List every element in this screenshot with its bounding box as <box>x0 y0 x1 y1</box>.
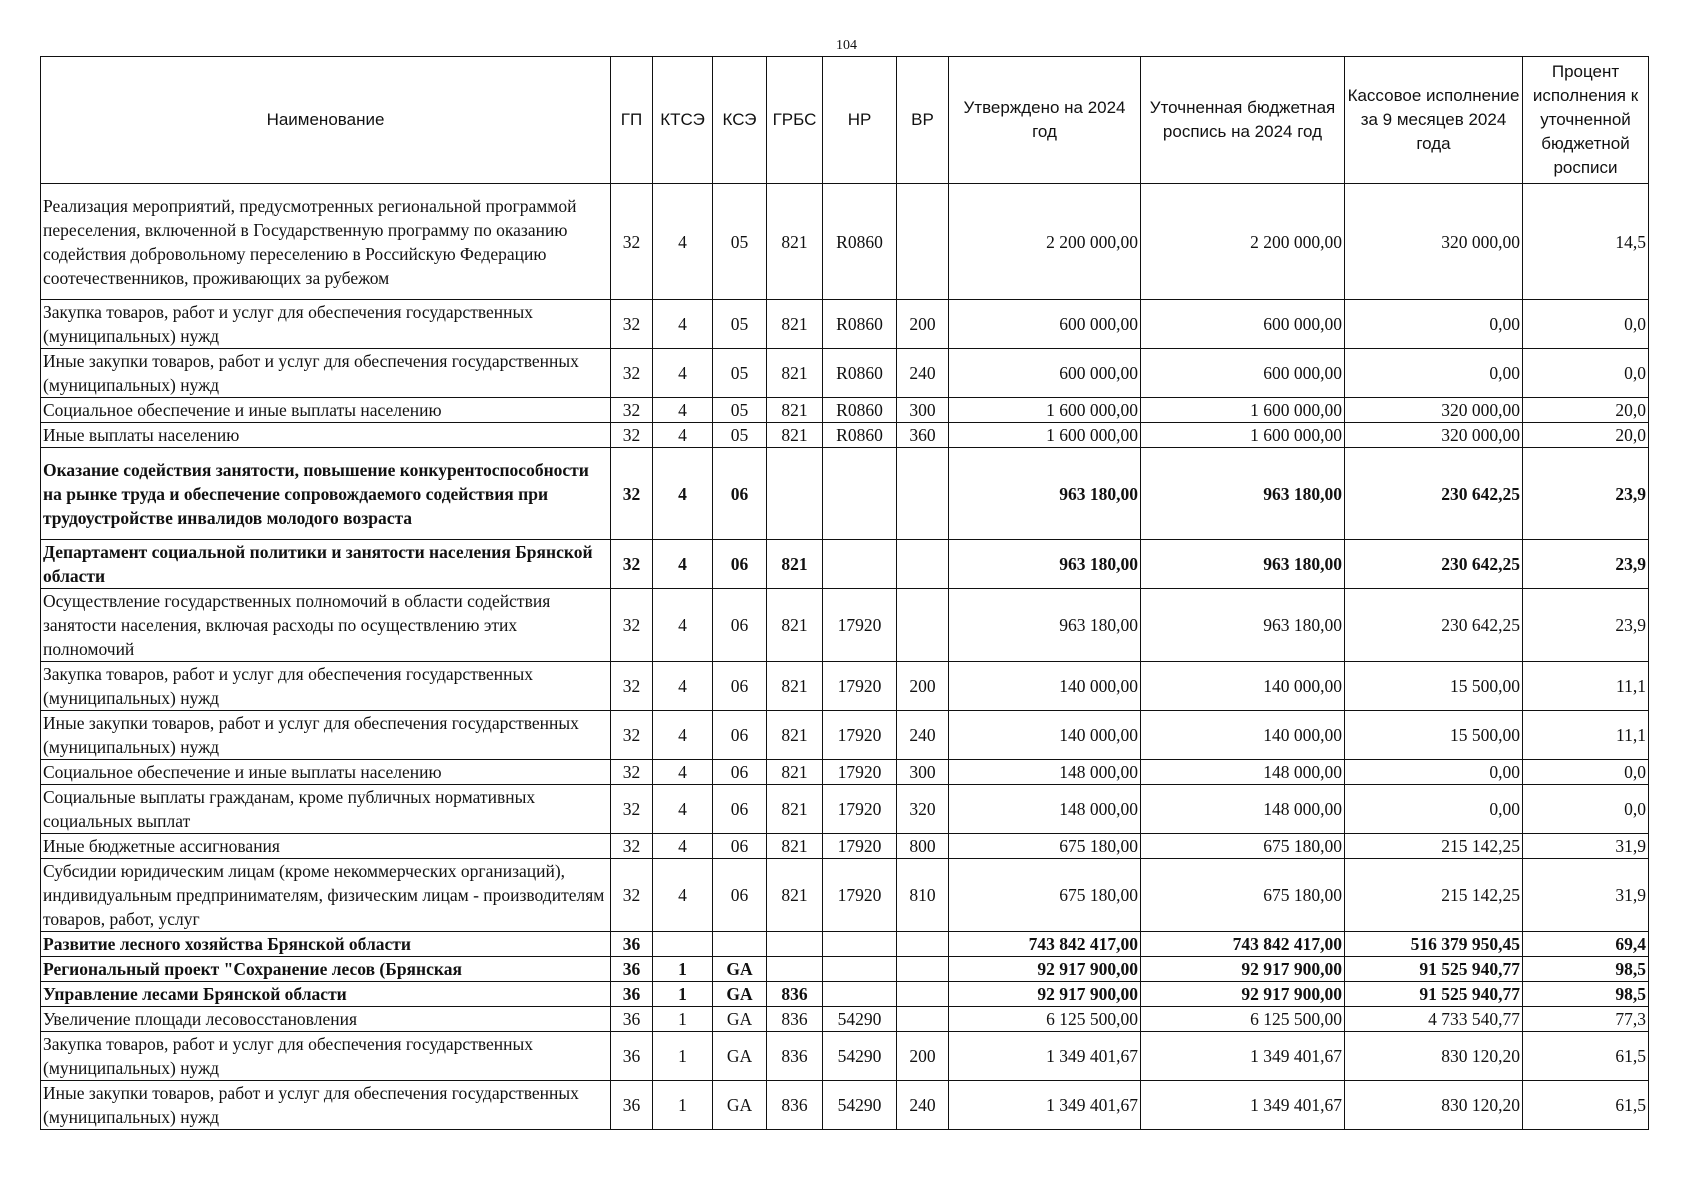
cell-executed: 91 525 940,77 <box>1345 982 1523 1007</box>
cell-nr <box>823 932 897 957</box>
cell-refined: 963 180,00 <box>1141 540 1345 589</box>
cell-ktse: 4 <box>653 448 713 540</box>
cell-approved: 92 917 900,00 <box>949 982 1141 1007</box>
cell-vr: 300 <box>897 760 949 785</box>
table-row <box>41 662 1649 711</box>
cell-gp: 32 <box>611 448 653 540</box>
cell-name: Закупка товаров, работ и услуг для обеспечения государственных (муниципальных) нужд <box>41 1032 611 1081</box>
cell-name: Осуществление государственных полномочий в области содействия занятости населения, включая расходы по осуществлению этих полномочий <box>41 589 611 662</box>
cell-refined: 148 000,00 <box>1141 785 1345 834</box>
cell-executed: 215 142,25 <box>1345 834 1523 859</box>
cell-gp: 32 <box>611 662 653 711</box>
table-row <box>41 859 1649 932</box>
cell-approved: 675 180,00 <box>949 834 1141 859</box>
cell-executed: 230 642,25 <box>1345 448 1523 540</box>
cell-vr <box>897 589 949 662</box>
cell-vr: 240 <box>897 711 949 760</box>
cell-ktse: 1 <box>653 957 713 982</box>
cell-approved: 600 000,00 <box>949 300 1141 349</box>
cell-approved: 148 000,00 <box>949 760 1141 785</box>
cell-vr <box>897 540 949 589</box>
cell-refined: 1 349 401,67 <box>1141 1032 1345 1081</box>
cell-ktse: 4 <box>653 300 713 349</box>
cell-percent: 23,9 <box>1523 540 1649 589</box>
cell-vr: 320 <box>897 785 949 834</box>
cell-gp: 32 <box>611 859 653 932</box>
cell-nr: 17920 <box>823 589 897 662</box>
cell-nr <box>823 540 897 589</box>
cell-kse: GA <box>713 1007 767 1032</box>
cell-name: Управление лесами Брянской области <box>41 982 611 1007</box>
cell-name: Социальное обеспечение и иные выплаты населению <box>41 760 611 785</box>
cell-refined: 140 000,00 <box>1141 662 1345 711</box>
cell-kse: 06 <box>713 448 767 540</box>
cell-kse: GA <box>713 957 767 982</box>
cell-ktse: 4 <box>653 184 713 300</box>
table-body <box>41 184 1649 1130</box>
cell-kse: 05 <box>713 398 767 423</box>
cell-ktse: 4 <box>653 398 713 423</box>
table-row <box>41 760 1649 785</box>
cell-kse: 05 <box>713 349 767 398</box>
column-header-kse: КСЭ <box>713 57 767 184</box>
table-row <box>41 589 1649 662</box>
cell-percent: 61,5 <box>1523 1032 1649 1081</box>
cell-ktse: 1 <box>653 1032 713 1081</box>
cell-ktse <box>653 932 713 957</box>
table-row <box>41 300 1649 349</box>
cell-refined: 1 600 000,00 <box>1141 398 1345 423</box>
cell-percent: 61,5 <box>1523 1081 1649 1130</box>
cell-name: Субсидии юридическим лицам (кроме некоммерческих организаций), индивидуальным предпринимателям, физическим лицам - производителям товаров, работ, услуг <box>41 859 611 932</box>
cell-name: Иные бюджетные ассигнования <box>41 834 611 859</box>
cell-executed: 320 000,00 <box>1345 423 1523 448</box>
cell-nr: 54290 <box>823 1081 897 1130</box>
cell-nr: 17920 <box>823 834 897 859</box>
cell-approved: 1 600 000,00 <box>949 423 1141 448</box>
cell-name: Иные закупки товаров, работ и услуг для обеспечения государственных (муниципальных) нужд <box>41 1081 611 1130</box>
cell-vr: 810 <box>897 859 949 932</box>
cell-approved: 2 200 000,00 <box>949 184 1141 300</box>
cell-ktse: 4 <box>653 423 713 448</box>
cell-kse: 05 <box>713 184 767 300</box>
cell-vr <box>897 1007 949 1032</box>
cell-nr <box>823 448 897 540</box>
cell-name: Региональный проект "Сохранение лесов (Брянская <box>41 957 611 982</box>
cell-grbs: 836 <box>767 1032 823 1081</box>
cell-gp: 36 <box>611 932 653 957</box>
cell-nr: 17920 <box>823 760 897 785</box>
cell-percent: 20,0 <box>1523 423 1649 448</box>
table-row <box>41 982 1649 1007</box>
table-row <box>41 184 1649 300</box>
column-header-percent: Процент исполнения к уточненной бюджетной росписи <box>1523 57 1649 184</box>
cell-refined: 743 842 417,00 <box>1141 932 1345 957</box>
cell-approved: 1 600 000,00 <box>949 398 1141 423</box>
cell-kse: 06 <box>713 785 767 834</box>
cell-executed: 0,00 <box>1345 760 1523 785</box>
cell-kse: 06 <box>713 662 767 711</box>
cell-name: Социальные выплаты гражданам, кроме публичных нормативных социальных выплат <box>41 785 611 834</box>
cell-grbs: 821 <box>767 300 823 349</box>
cell-percent: 0,0 <box>1523 760 1649 785</box>
cell-executed: 0,00 <box>1345 785 1523 834</box>
cell-percent: 23,9 <box>1523 448 1649 540</box>
cell-executed: 320 000,00 <box>1345 398 1523 423</box>
cell-refined: 140 000,00 <box>1141 711 1345 760</box>
cell-vr <box>897 932 949 957</box>
cell-gp: 32 <box>611 398 653 423</box>
cell-percent: 77,3 <box>1523 1007 1649 1032</box>
cell-gp: 36 <box>611 1032 653 1081</box>
cell-approved: 963 180,00 <box>949 448 1141 540</box>
column-header-executed: Кассовое исполнение за 9 месяцев 2024 года <box>1345 57 1523 184</box>
cell-ktse: 1 <box>653 1007 713 1032</box>
cell-executed: 830 120,20 <box>1345 1032 1523 1081</box>
table-row <box>41 957 1649 982</box>
cell-kse: 06 <box>713 540 767 589</box>
cell-ktse: 1 <box>653 1081 713 1130</box>
cell-name: Иные закупки товаров, работ и услуг для обеспечения государственных (муниципальных) нужд <box>41 349 611 398</box>
cell-nr: 54290 <box>823 1007 897 1032</box>
cell-percent: 11,1 <box>1523 662 1649 711</box>
cell-kse: 06 <box>713 760 767 785</box>
cell-gp: 36 <box>611 982 653 1007</box>
cell-grbs: 836 <box>767 1007 823 1032</box>
cell-refined: 148 000,00 <box>1141 760 1345 785</box>
table-row <box>41 932 1649 957</box>
cell-name: Развитие лесного хозяйства Брянской области <box>41 932 611 957</box>
cell-gp: 36 <box>611 1007 653 1032</box>
cell-approved: 963 180,00 <box>949 540 1141 589</box>
cell-grbs <box>767 448 823 540</box>
cell-approved: 600 000,00 <box>949 349 1141 398</box>
table-row <box>41 1081 1649 1130</box>
cell-grbs: 821 <box>767 589 823 662</box>
table-row <box>41 540 1649 589</box>
column-header-name: Наименование <box>41 57 611 184</box>
cell-grbs: 821 <box>767 711 823 760</box>
cell-name: Закупка товаров, работ и услуг для обеспечения государственных (муниципальных) нужд <box>41 662 611 711</box>
budget-table <box>40 56 1649 1130</box>
cell-gp: 32 <box>611 349 653 398</box>
page-number: 104 <box>836 38 857 53</box>
cell-percent: 20,0 <box>1523 398 1649 423</box>
cell-kse: 06 <box>713 859 767 932</box>
cell-gp: 32 <box>611 540 653 589</box>
cell-name: Закупка товаров, работ и услуг для обеспечения государственных (муниципальных) нужд <box>41 300 611 349</box>
cell-gp: 36 <box>611 1081 653 1130</box>
cell-approved: 743 842 417,00 <box>949 932 1141 957</box>
cell-grbs: 821 <box>767 662 823 711</box>
cell-refined: 675 180,00 <box>1141 834 1345 859</box>
cell-gp: 32 <box>611 834 653 859</box>
cell-gp: 32 <box>611 785 653 834</box>
column-header-gp: ГП <box>611 57 653 184</box>
cell-kse: 05 <box>713 300 767 349</box>
cell-nr: R0860 <box>823 184 897 300</box>
cell-ktse: 4 <box>653 349 713 398</box>
cell-executed: 215 142,25 <box>1345 859 1523 932</box>
cell-refined: 675 180,00 <box>1141 859 1345 932</box>
cell-percent: 11,1 <box>1523 711 1649 760</box>
cell-ktse: 4 <box>653 785 713 834</box>
column-header-approved: Утверждено на 2024 год <box>949 57 1141 184</box>
cell-approved: 963 180,00 <box>949 589 1141 662</box>
cell-executed: 516 379 950,45 <box>1345 932 1523 957</box>
cell-vr <box>897 957 949 982</box>
cell-executed: 4 733 540,77 <box>1345 1007 1523 1032</box>
cell-ktse: 1 <box>653 982 713 1007</box>
cell-vr: 240 <box>897 349 949 398</box>
table-row <box>41 1032 1649 1081</box>
cell-refined: 92 917 900,00 <box>1141 982 1345 1007</box>
cell-executed: 0,00 <box>1345 300 1523 349</box>
cell-vr <box>897 448 949 540</box>
cell-percent: 0,0 <box>1523 300 1649 349</box>
cell-grbs: 821 <box>767 349 823 398</box>
cell-vr: 360 <box>897 423 949 448</box>
column-header-ktse: КТСЭ <box>653 57 713 184</box>
cell-approved: 675 180,00 <box>949 859 1141 932</box>
cell-vr: 200 <box>897 1032 949 1081</box>
cell-nr: R0860 <box>823 423 897 448</box>
cell-vr: 200 <box>897 300 949 349</box>
cell-ktse: 4 <box>653 834 713 859</box>
cell-refined: 92 917 900,00 <box>1141 957 1345 982</box>
cell-gp: 32 <box>611 711 653 760</box>
cell-gp: 32 <box>611 589 653 662</box>
table-row <box>41 423 1649 448</box>
cell-kse: 06 <box>713 834 767 859</box>
cell-name: Увеличение площади лесовосстановления <box>41 1007 611 1032</box>
cell-grbs <box>767 957 823 982</box>
cell-kse <box>713 932 767 957</box>
cell-nr: 17920 <box>823 711 897 760</box>
cell-ktse: 4 <box>653 859 713 932</box>
header-row <box>41 57 1649 184</box>
cell-nr: 17920 <box>823 785 897 834</box>
cell-executed: 0,00 <box>1345 349 1523 398</box>
cell-name: Департамент социальной политики и занятости населения Брянской области <box>41 540 611 589</box>
cell-nr: 17920 <box>823 662 897 711</box>
cell-refined: 600 000,00 <box>1141 300 1345 349</box>
cell-vr: 240 <box>897 1081 949 1130</box>
cell-executed: 320 000,00 <box>1345 184 1523 300</box>
cell-name: Оказание содействия занятости, повышение конкурентоспособности на рынке труда и обеспечение сопровождаемого содействия при трудоустройстве инвалидов молодого возраста <box>41 448 611 540</box>
cell-executed: 15 500,00 <box>1345 711 1523 760</box>
table-row <box>41 349 1649 398</box>
cell-percent: 14,5 <box>1523 184 1649 300</box>
cell-grbs: 821 <box>767 540 823 589</box>
cell-refined: 1 600 000,00 <box>1141 423 1345 448</box>
cell-grbs: 821 <box>767 760 823 785</box>
cell-kse: 05 <box>713 423 767 448</box>
cell-ktse: 4 <box>653 589 713 662</box>
cell-approved: 140 000,00 <box>949 662 1141 711</box>
cell-approved: 92 917 900,00 <box>949 957 1141 982</box>
table-row <box>41 711 1649 760</box>
column-header-nr: НР <box>823 57 897 184</box>
cell-grbs: 821 <box>767 859 823 932</box>
cell-vr: 200 <box>897 662 949 711</box>
column-header-vr: ВР <box>897 57 949 184</box>
cell-gp: 32 <box>611 423 653 448</box>
cell-ktse: 4 <box>653 760 713 785</box>
cell-executed: 230 642,25 <box>1345 589 1523 662</box>
cell-approved: 6 125 500,00 <box>949 1007 1141 1032</box>
cell-refined: 600 000,00 <box>1141 349 1345 398</box>
cell-vr: 800 <box>897 834 949 859</box>
column-header-grbs: ГРБС <box>767 57 823 184</box>
cell-grbs: 836 <box>767 982 823 1007</box>
cell-nr: 17920 <box>823 859 897 932</box>
cell-executed: 91 525 940,77 <box>1345 957 1523 982</box>
cell-percent: 31,9 <box>1523 859 1649 932</box>
column-header-refined: Уточненная бюджетная роспись на 2024 год <box>1141 57 1345 184</box>
cell-kse: GA <box>713 982 767 1007</box>
cell-vr: 300 <box>897 398 949 423</box>
cell-name: Социальное обеспечение и иные выплаты населению <box>41 398 611 423</box>
cell-refined: 6 125 500,00 <box>1141 1007 1345 1032</box>
cell-executed: 830 120,20 <box>1345 1081 1523 1130</box>
table-row <box>41 398 1649 423</box>
cell-refined: 963 180,00 <box>1141 448 1345 540</box>
cell-percent: 69,4 <box>1523 932 1649 957</box>
cell-percent: 98,5 <box>1523 957 1649 982</box>
cell-name: Иные выплаты населению <box>41 423 611 448</box>
table-row <box>41 448 1649 540</box>
table-row <box>41 1007 1649 1032</box>
cell-nr: R0860 <box>823 349 897 398</box>
cell-grbs: 821 <box>767 423 823 448</box>
cell-grbs: 821 <box>767 785 823 834</box>
cell-kse: 06 <box>713 589 767 662</box>
cell-executed: 15 500,00 <box>1345 662 1523 711</box>
cell-refined: 1 349 401,67 <box>1141 1081 1345 1130</box>
cell-approved: 140 000,00 <box>949 711 1141 760</box>
cell-gp: 36 <box>611 957 653 982</box>
cell-name: Иные закупки товаров, работ и услуг для обеспечения государственных (муниципальных) нужд <box>41 711 611 760</box>
cell-vr <box>897 184 949 300</box>
cell-grbs <box>767 932 823 957</box>
cell-gp: 32 <box>611 760 653 785</box>
cell-name: Реализация мероприятий, предусмотренных региональной программой переселения, включенной в Государственную программу по оказанию содействия добровольному переселению в Российскую Федерацию соотечественников, проживающих за рубежом <box>41 184 611 300</box>
cell-grbs: 821 <box>767 184 823 300</box>
cell-ktse: 4 <box>653 662 713 711</box>
cell-nr <box>823 982 897 1007</box>
cell-approved: 1 349 401,67 <box>949 1081 1141 1130</box>
cell-percent: 31,9 <box>1523 834 1649 859</box>
cell-kse: GA <box>713 1081 767 1130</box>
cell-percent: 98,5 <box>1523 982 1649 1007</box>
table-row <box>41 785 1649 834</box>
cell-percent: 0,0 <box>1523 349 1649 398</box>
cell-grbs: 821 <box>767 398 823 423</box>
cell-nr: R0860 <box>823 300 897 349</box>
cell-nr: 54290 <box>823 1032 897 1081</box>
cell-approved: 1 349 401,67 <box>949 1032 1141 1081</box>
cell-executed: 230 642,25 <box>1345 540 1523 589</box>
cell-ktse: 4 <box>653 711 713 760</box>
cell-gp: 32 <box>611 184 653 300</box>
cell-nr <box>823 957 897 982</box>
cell-refined: 963 180,00 <box>1141 589 1345 662</box>
cell-nr: R0860 <box>823 398 897 423</box>
cell-kse: 06 <box>713 711 767 760</box>
cell-gp: 32 <box>611 300 653 349</box>
cell-percent: 0,0 <box>1523 785 1649 834</box>
cell-refined: 2 200 000,00 <box>1141 184 1345 300</box>
cell-percent: 23,9 <box>1523 589 1649 662</box>
cell-vr <box>897 982 949 1007</box>
cell-grbs: 821 <box>767 834 823 859</box>
cell-kse: GA <box>713 1032 767 1081</box>
cell-grbs: 836 <box>767 1081 823 1130</box>
cell-approved: 148 000,00 <box>949 785 1141 834</box>
table-row <box>41 834 1649 859</box>
cell-ktse: 4 <box>653 540 713 589</box>
